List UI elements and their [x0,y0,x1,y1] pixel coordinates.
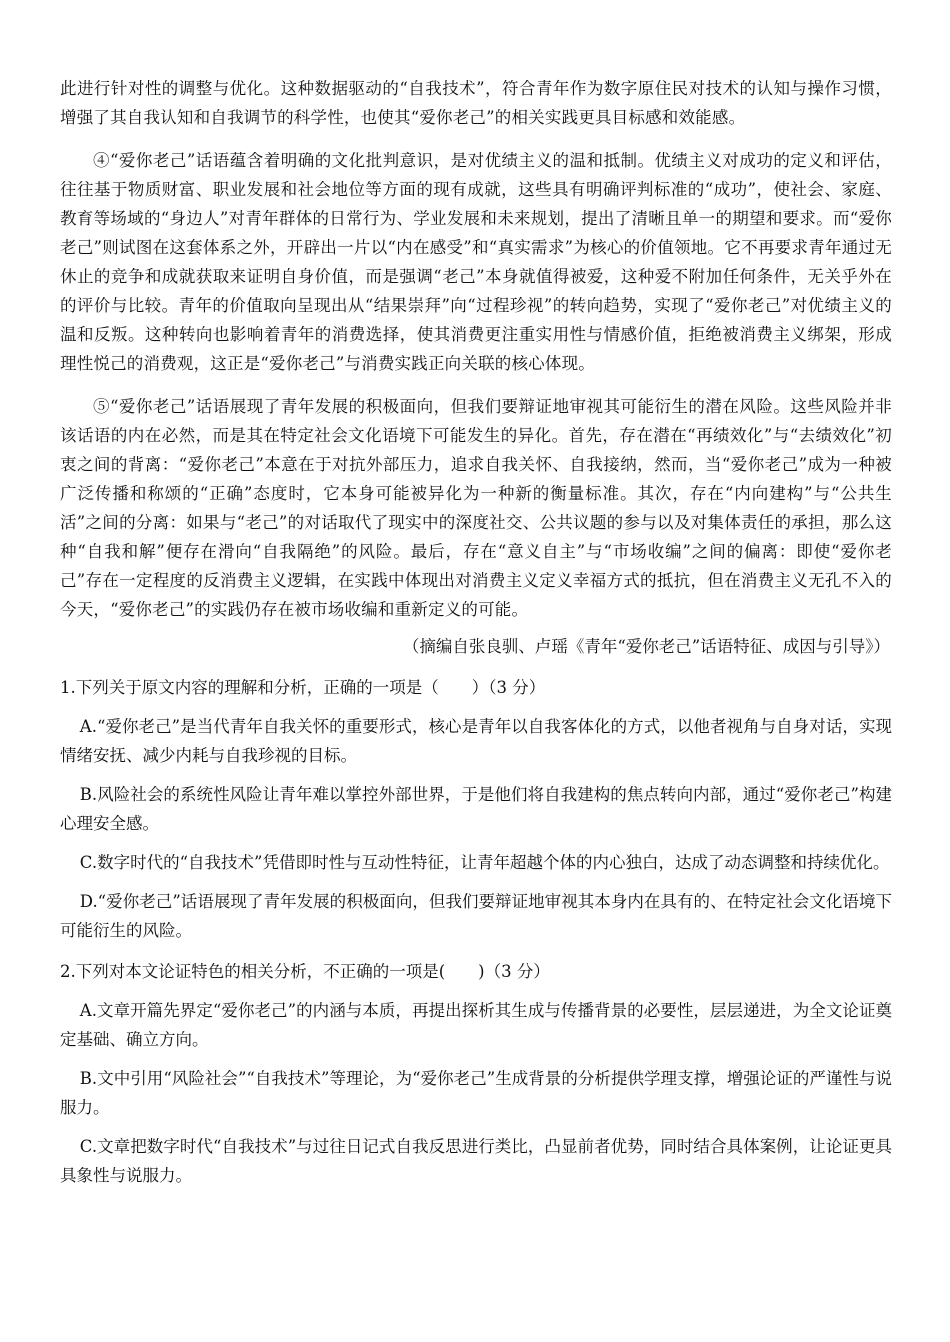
option-c: C.文章把数字时代“自我技术”与过往日记式自我反思进行类比，凸显前者优势，同时结合具体案例，让论证更具具象性与说服力。 [60,1137,892,1185]
exam-page [60,74,892,1190]
option-b: B.风险社会的系统性风险让青年难以掌控外部世界，于是他们将自我建构的焦点转向内部，通过“爱你老己”构建心理安全感。 [60,785,892,833]
question-1 [60,673,892,945]
option-b: B.文中引用“风险社会”“自我技术”等理论，为“爱你老己”生成背景的分析提供学理支撑，增强论证的严谨性与说服力。 [60,1069,892,1117]
option-a: A.文章开篇先界定“爱你老己”的内涵与本质，再提出探析其生成与传播背景的必要性，层层递进，为全文论证奠定基础、确立方向。 [60,1001,892,1049]
question-stem: 1.下列关于原文内容的理解和分析，正确的一项是（ ）（3 分） [60,678,546,697]
option-d: D.“爱你老己”话语展现了青年发展的积极面向，但我们要辩证地审视其本身内在具有的、在特定社会文化语境下可能衍生的风险。 [60,892,892,940]
option-c: C.数字时代的“自我技术”凭借即时性与互动性特征，让青年超越个体的内心独白，达成了动态调整和持续优化。 [79,853,890,872]
article-paragraph-4: ④“爱你老己”话语蕴含着明确的文化批判意识，是对优绩主义的温和抵制。优绩主义对成功的定义和评估，往往基于物质财富、职业发展和社会地位等方面的现有成就，这些具有明确评判标准的“成功”，使社会、家庭、教育等场域的“身边人”对青年群体的日常行为、学业发展和未来规划，提出了清晰且单一的期望和要求。而“爱你老己”则试图在这套体系之外，开辟出一片以“内在感受”和“真实需求”为核心的价值领地。它不再要求青年通过无休止的竞争和成就获取来证明自身价值，而是强调“老己”本身就值得被爱，这种爱不附加任何条件，无关乎外在的评价与比较。青年的价值取向呈现出从“结果崇拜”向“过程珍视”的转向趋势，实现了“爱你老己”对优绩主义的温和反叛。这种转向也影响着青年的消费选择，使其消费更注重实用性与情感价值，拒绝被消费主义绑架，形成理性悦己的消费观，这正是“爱你老己”与消费实践正向关联的核心体现。 [60,151,892,373]
question-stem: 2.下列对本文论证特色的相关分析，不正确的一项是( )（3 分） [60,962,550,981]
question-2 [60,957,892,1190]
option-a: A.“爱你老己”是当代青年自我关怀的重要形式，核心是青年以自我客体化的方式，以他者视角与自身对话，实现情绪安抚、减少内耗与自我珍视的目标。 [60,717,892,765]
article-paragraph-5: ⑤“爱你老己”话语展现了青年发展的积极面向，但我们要辩证地审视其可能衍生的潜在风险。这些风险并非该话语的内在必然，而是其在特定社会文化语境下可能发生的异化。首先，存在潜在“再绩效化”与“去绩效化”初衷之间的背离：“爱你老己”本意在于对抗外部压力，追求自我关怀、自我接纳，然而，当“爱你老己”成为一种被广泛传播和称颂的“正确”态度时，它本身可能被异化为一种新的衡量标准。其次，存在“内向建构”与“公共生活”之间的分离：如果与“老己”的对话取代了现实中的深度社交、公共议题的参与以及对集体责任的承担，那么这种“自我和解”便存在滑向“自我隔绝”的风险。最后，存在“意义自主”与“市场收编”之间的偏离：即使“爱你老己”存在一定程度的反消费主义逻辑，在实践中体现出对消费主义定义幸福方式的抵抗，但在消费主义无孔不入的今天，“爱你老己”的实践仍存在被市场收编和重新定义的可能。 [60,397,892,619]
article-source: （摘编自张良驯、卢瑶《青年“爱你老己”话语特征、成因与引导》） [402,637,890,656]
article-paragraph-3-tail: 此进行针对性的调整与优化。这种数据驱动的“自我技术”，符合青年作为数字原住民对技术的认知与操作习惯，增强了其自我认知和自我调节的科学性，也使其“爱你老己”的相关实践更具目标感和效能感。 [60,79,892,127]
